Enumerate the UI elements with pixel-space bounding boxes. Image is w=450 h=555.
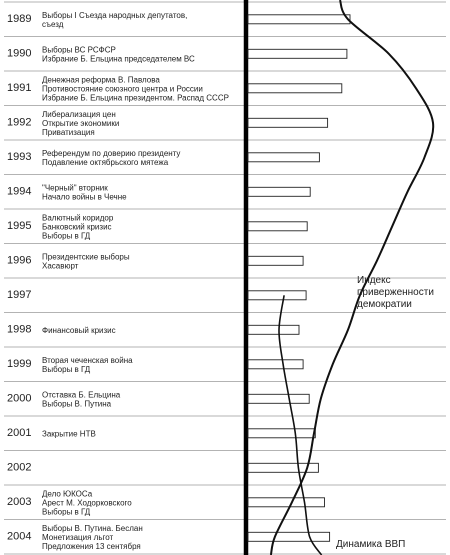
event-text: Арест М. Ходорковского — [42, 498, 132, 508]
event-text: Выборы в ГД — [42, 364, 91, 374]
gdp-bar — [248, 153, 319, 162]
year-label: 2004 — [7, 530, 32, 543]
year-label: 2002 — [7, 461, 32, 474]
gdp-bar — [248, 49, 347, 58]
gdp-bar — [248, 498, 325, 507]
event-text: съезд — [42, 19, 64, 29]
row-labels — [7, 11, 229, 551]
democracy-index-label: демократии — [357, 299, 412, 310]
event-text: Выборы в ГД — [42, 231, 91, 241]
gdp-bar — [248, 325, 299, 334]
year-label: 1999 — [7, 358, 32, 370]
year-label: 1996 — [7, 254, 32, 267]
event-text: Президентские выборы — [42, 252, 130, 262]
event-text: Предложения 13 сентября — [42, 541, 141, 551]
year-label: 1995 — [7, 220, 32, 232]
event-text: Избрание Б. Ельцина президентом. Распад СССР — [42, 93, 229, 103]
event-text: Хасавюрт — [42, 261, 79, 271]
year-label: 1998 — [7, 323, 32, 336]
gdp-bar — [248, 532, 330, 541]
event-text: Выборы ВС РСФСР — [42, 45, 116, 55]
event-text: Монетизация льгот — [42, 532, 114, 542]
event-text: Противостояние союзного центра и России — [42, 84, 203, 94]
gdp-bar — [248, 84, 342, 93]
year-label: 1989 — [7, 13, 32, 25]
year-label: 1991 — [7, 82, 32, 94]
year-label: 1993 — [7, 151, 32, 163]
event-text: Подавление октябрьского мятежа — [42, 157, 169, 167]
event-text: Приватизация — [42, 127, 95, 137]
gdp-bar — [248, 222, 307, 231]
gdp-bar — [248, 256, 303, 265]
year-label: 2001 — [7, 427, 32, 439]
event-text: Открытие экономики — [42, 118, 120, 128]
year-label: 2000 — [7, 392, 32, 405]
gdp-bar — [248, 15, 350, 24]
gdp-bar — [248, 360, 303, 369]
gdp-bar — [248, 429, 315, 438]
event-text: Отставка Б. Ельцина — [42, 390, 121, 400]
gdp-bar — [248, 118, 328, 127]
event-text: Валютный коридор — [42, 213, 114, 223]
event-text: Денежная реформа В. Павлова — [42, 75, 160, 85]
year-label: 1990 — [7, 47, 32, 60]
event-text: Финансовый кризис — [42, 325, 116, 335]
event-text: Выборы В. Путина. Беслан — [42, 523, 143, 533]
event-text: Банковский кризис — [42, 222, 112, 232]
event-text: Выборы В. Путина — [42, 399, 112, 409]
event-text: Избрание Б. Ельцина председателем ВС — [42, 54, 195, 64]
event-text: "Черный" вторник — [42, 183, 108, 193]
democracy-index-label: приверженности — [357, 287, 434, 298]
democracy-index-label: Индекс — [357, 275, 391, 286]
event-text: Закрытие НТВ — [42, 429, 96, 439]
gdp-bar — [248, 187, 310, 196]
gdp-bar — [248, 394, 309, 403]
gdp-bar — [248, 291, 306, 300]
year-label: 1997 — [7, 289, 32, 301]
event-text: Выборы I Съезда народных депутатов, — [42, 10, 188, 20]
year-label: 2003 — [7, 496, 32, 508]
event-text: Вторая чеченская война — [42, 355, 133, 365]
event-text: Либерализация цен — [42, 109, 116, 119]
curve-labels — [336, 275, 434, 550]
event-text: Начало войны в Чечне — [42, 192, 127, 202]
year-label: 1994 — [7, 185, 32, 198]
year-label: 1992 — [7, 116, 32, 129]
event-text: Дело ЮКОСа — [42, 489, 93, 499]
event-text: Референдум по доверию президенту — [42, 148, 181, 158]
event-text: Выборы в ГД — [42, 507, 91, 517]
gdp-dynamics-label: Динамика ВВП — [336, 539, 406, 550]
